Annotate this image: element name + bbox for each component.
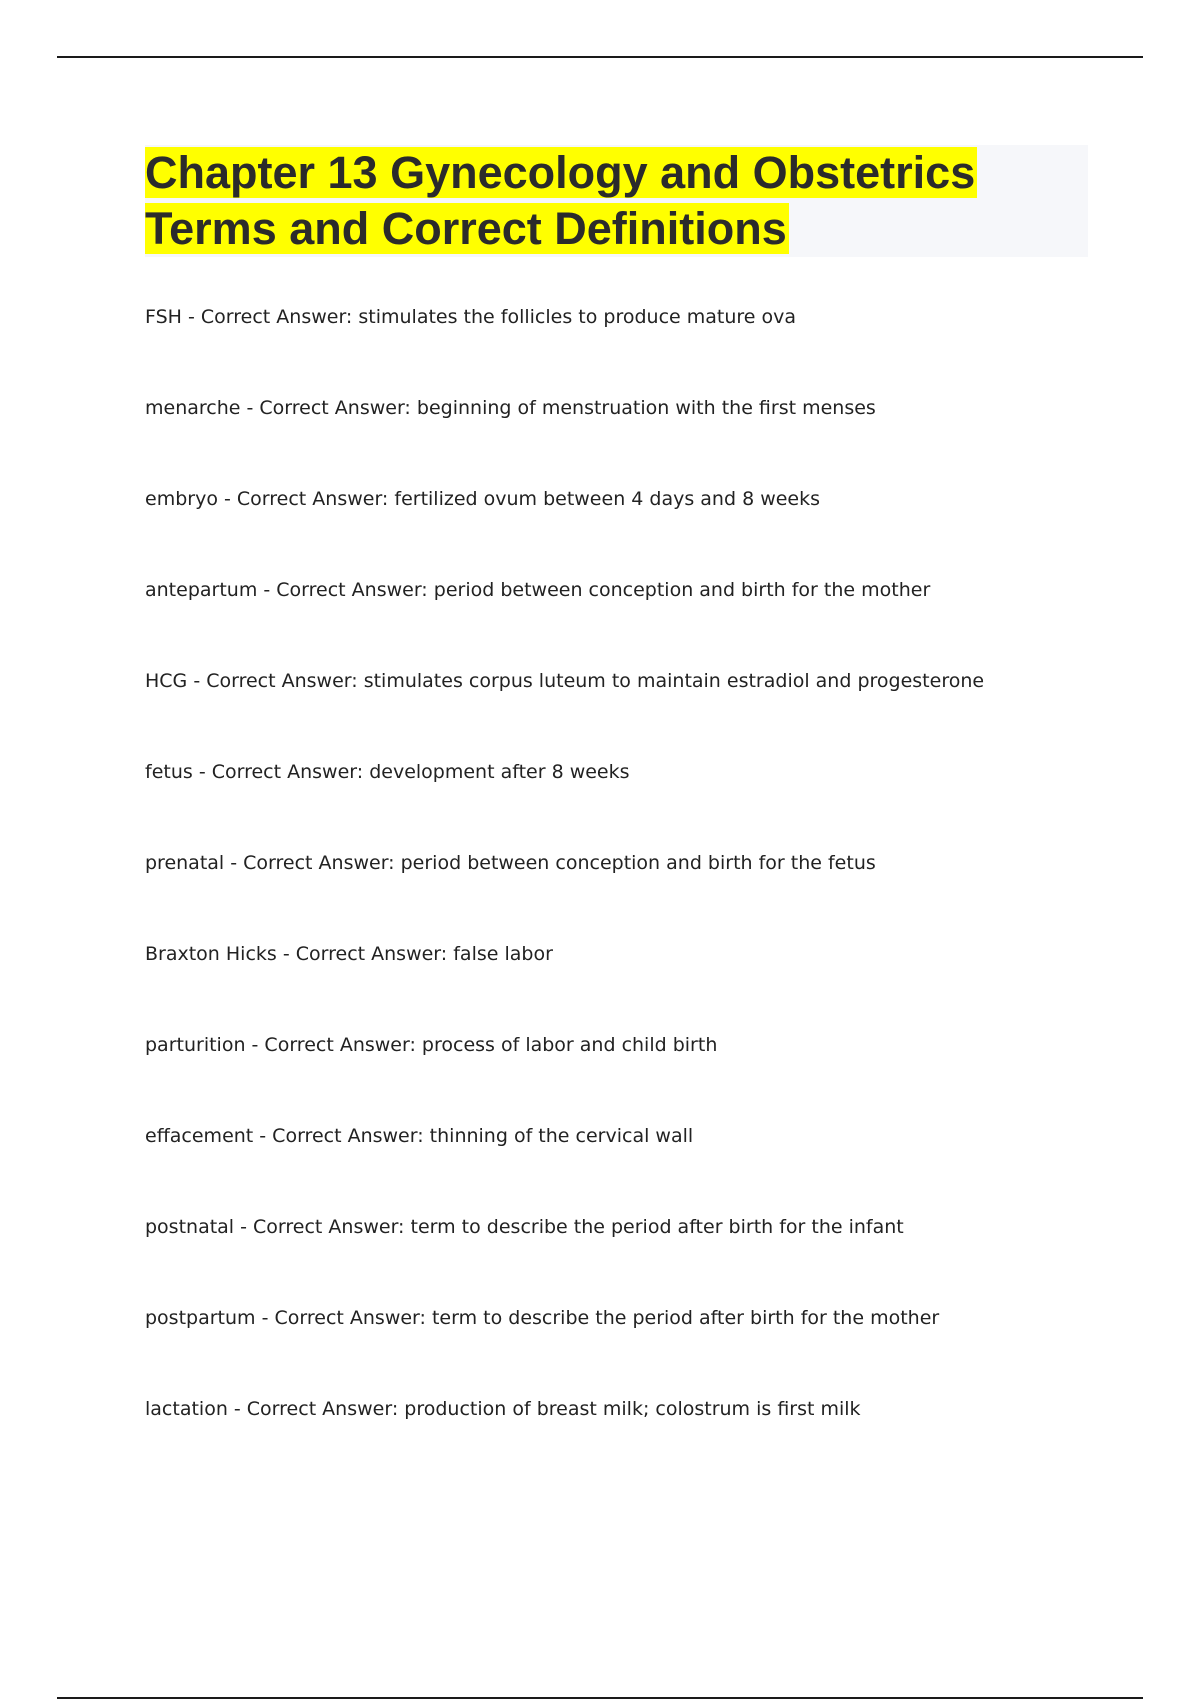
entry-term: FSH bbox=[145, 306, 182, 328]
entry-definition: development after 8 weeks bbox=[369, 761, 630, 783]
definition-entry bbox=[145, 391, 1105, 482]
definition-list bbox=[145, 300, 1105, 1483]
entry-definition: production of breast milk; colostrum is first milk bbox=[404, 1398, 861, 1420]
entry-separator: - Correct Answer: bbox=[192, 761, 370, 783]
entry-separator: - Correct Answer: bbox=[217, 488, 395, 510]
entry-definition: thinning of the cervical wall bbox=[429, 1125, 694, 1147]
entry-definition: false labor bbox=[453, 943, 553, 965]
entry-term: parturition bbox=[145, 1034, 246, 1056]
entry-separator: - Correct Answer: bbox=[227, 1398, 405, 1420]
title-block bbox=[145, 145, 1088, 257]
definition-entry bbox=[145, 1210, 1105, 1301]
entry-term: prenatal bbox=[145, 852, 225, 874]
entry-term: postpartum bbox=[145, 1307, 256, 1329]
entry-term: HCG bbox=[145, 670, 188, 692]
definition-entry bbox=[145, 937, 1105, 1028]
entry-separator: - Correct Answer: bbox=[257, 579, 434, 601]
footer-rule bbox=[57, 1697, 1143, 1699]
entry-term: effacement bbox=[145, 1125, 254, 1147]
entry-term: embryo bbox=[145, 488, 218, 510]
title-line-2: Terms and Correct Definitions bbox=[145, 203, 787, 254]
entry-separator: - Correct Answer: bbox=[234, 1216, 411, 1238]
definition-entry bbox=[145, 1301, 1105, 1392]
entry-separator: - Correct Answer: bbox=[240, 397, 417, 419]
entry-definition: fertilized ovum between 4 days and 8 weeks bbox=[394, 488, 821, 510]
definition-entry bbox=[145, 846, 1105, 937]
entry-term: fetus bbox=[145, 761, 193, 783]
definition-entry bbox=[145, 1028, 1105, 1119]
entry-separator: - Correct Answer: bbox=[255, 1307, 432, 1329]
entry-definition: term to describe the period after birth for the infant bbox=[410, 1216, 904, 1238]
header-rule bbox=[57, 56, 1143, 58]
definition-entry bbox=[145, 664, 1105, 755]
entry-definition: term to describe the period after birth for the mother bbox=[431, 1307, 940, 1329]
definition-entry bbox=[145, 1119, 1105, 1210]
entry-definition: beginning of menstruation with the first menses bbox=[416, 397, 876, 419]
entry-separator: - Correct Answer: bbox=[187, 670, 364, 692]
entry-definition: period between conception and birth for the mother bbox=[433, 579, 931, 601]
entry-separator: - Correct Answer: bbox=[245, 1034, 422, 1056]
definition-entry bbox=[145, 1392, 1105, 1483]
definition-entry bbox=[145, 573, 1105, 664]
entry-separator: - Correct Answer: bbox=[224, 852, 401, 874]
entry-term: menarche bbox=[145, 397, 241, 419]
entry-separator: - Correct Answer: bbox=[253, 1125, 430, 1147]
definition-entry bbox=[145, 755, 1105, 846]
page-title bbox=[145, 145, 1088, 257]
entry-definition: process of labor and child birth bbox=[421, 1034, 718, 1056]
entry-definition: period between conception and birth for the fetus bbox=[400, 852, 876, 874]
title-line-1: Chapter 13 Gynecology and Obstetrics bbox=[145, 147, 976, 198]
entry-separator: - Correct Answer: bbox=[276, 943, 454, 965]
entry-term: postnatal bbox=[145, 1216, 235, 1238]
entry-term: antepartum bbox=[145, 579, 258, 601]
entry-separator: - Correct Answer: bbox=[181, 306, 359, 328]
definition-entry bbox=[145, 482, 1105, 573]
definition-entry bbox=[145, 300, 1105, 391]
entry-definition: stimulates the follicles to produce mature ova bbox=[358, 306, 797, 328]
entry-definition: stimulates corpus luteum to maintain estradiol and progesterone bbox=[363, 670, 985, 692]
entry-term: Braxton Hicks bbox=[145, 943, 277, 965]
entry-term: lactation bbox=[145, 1398, 228, 1420]
